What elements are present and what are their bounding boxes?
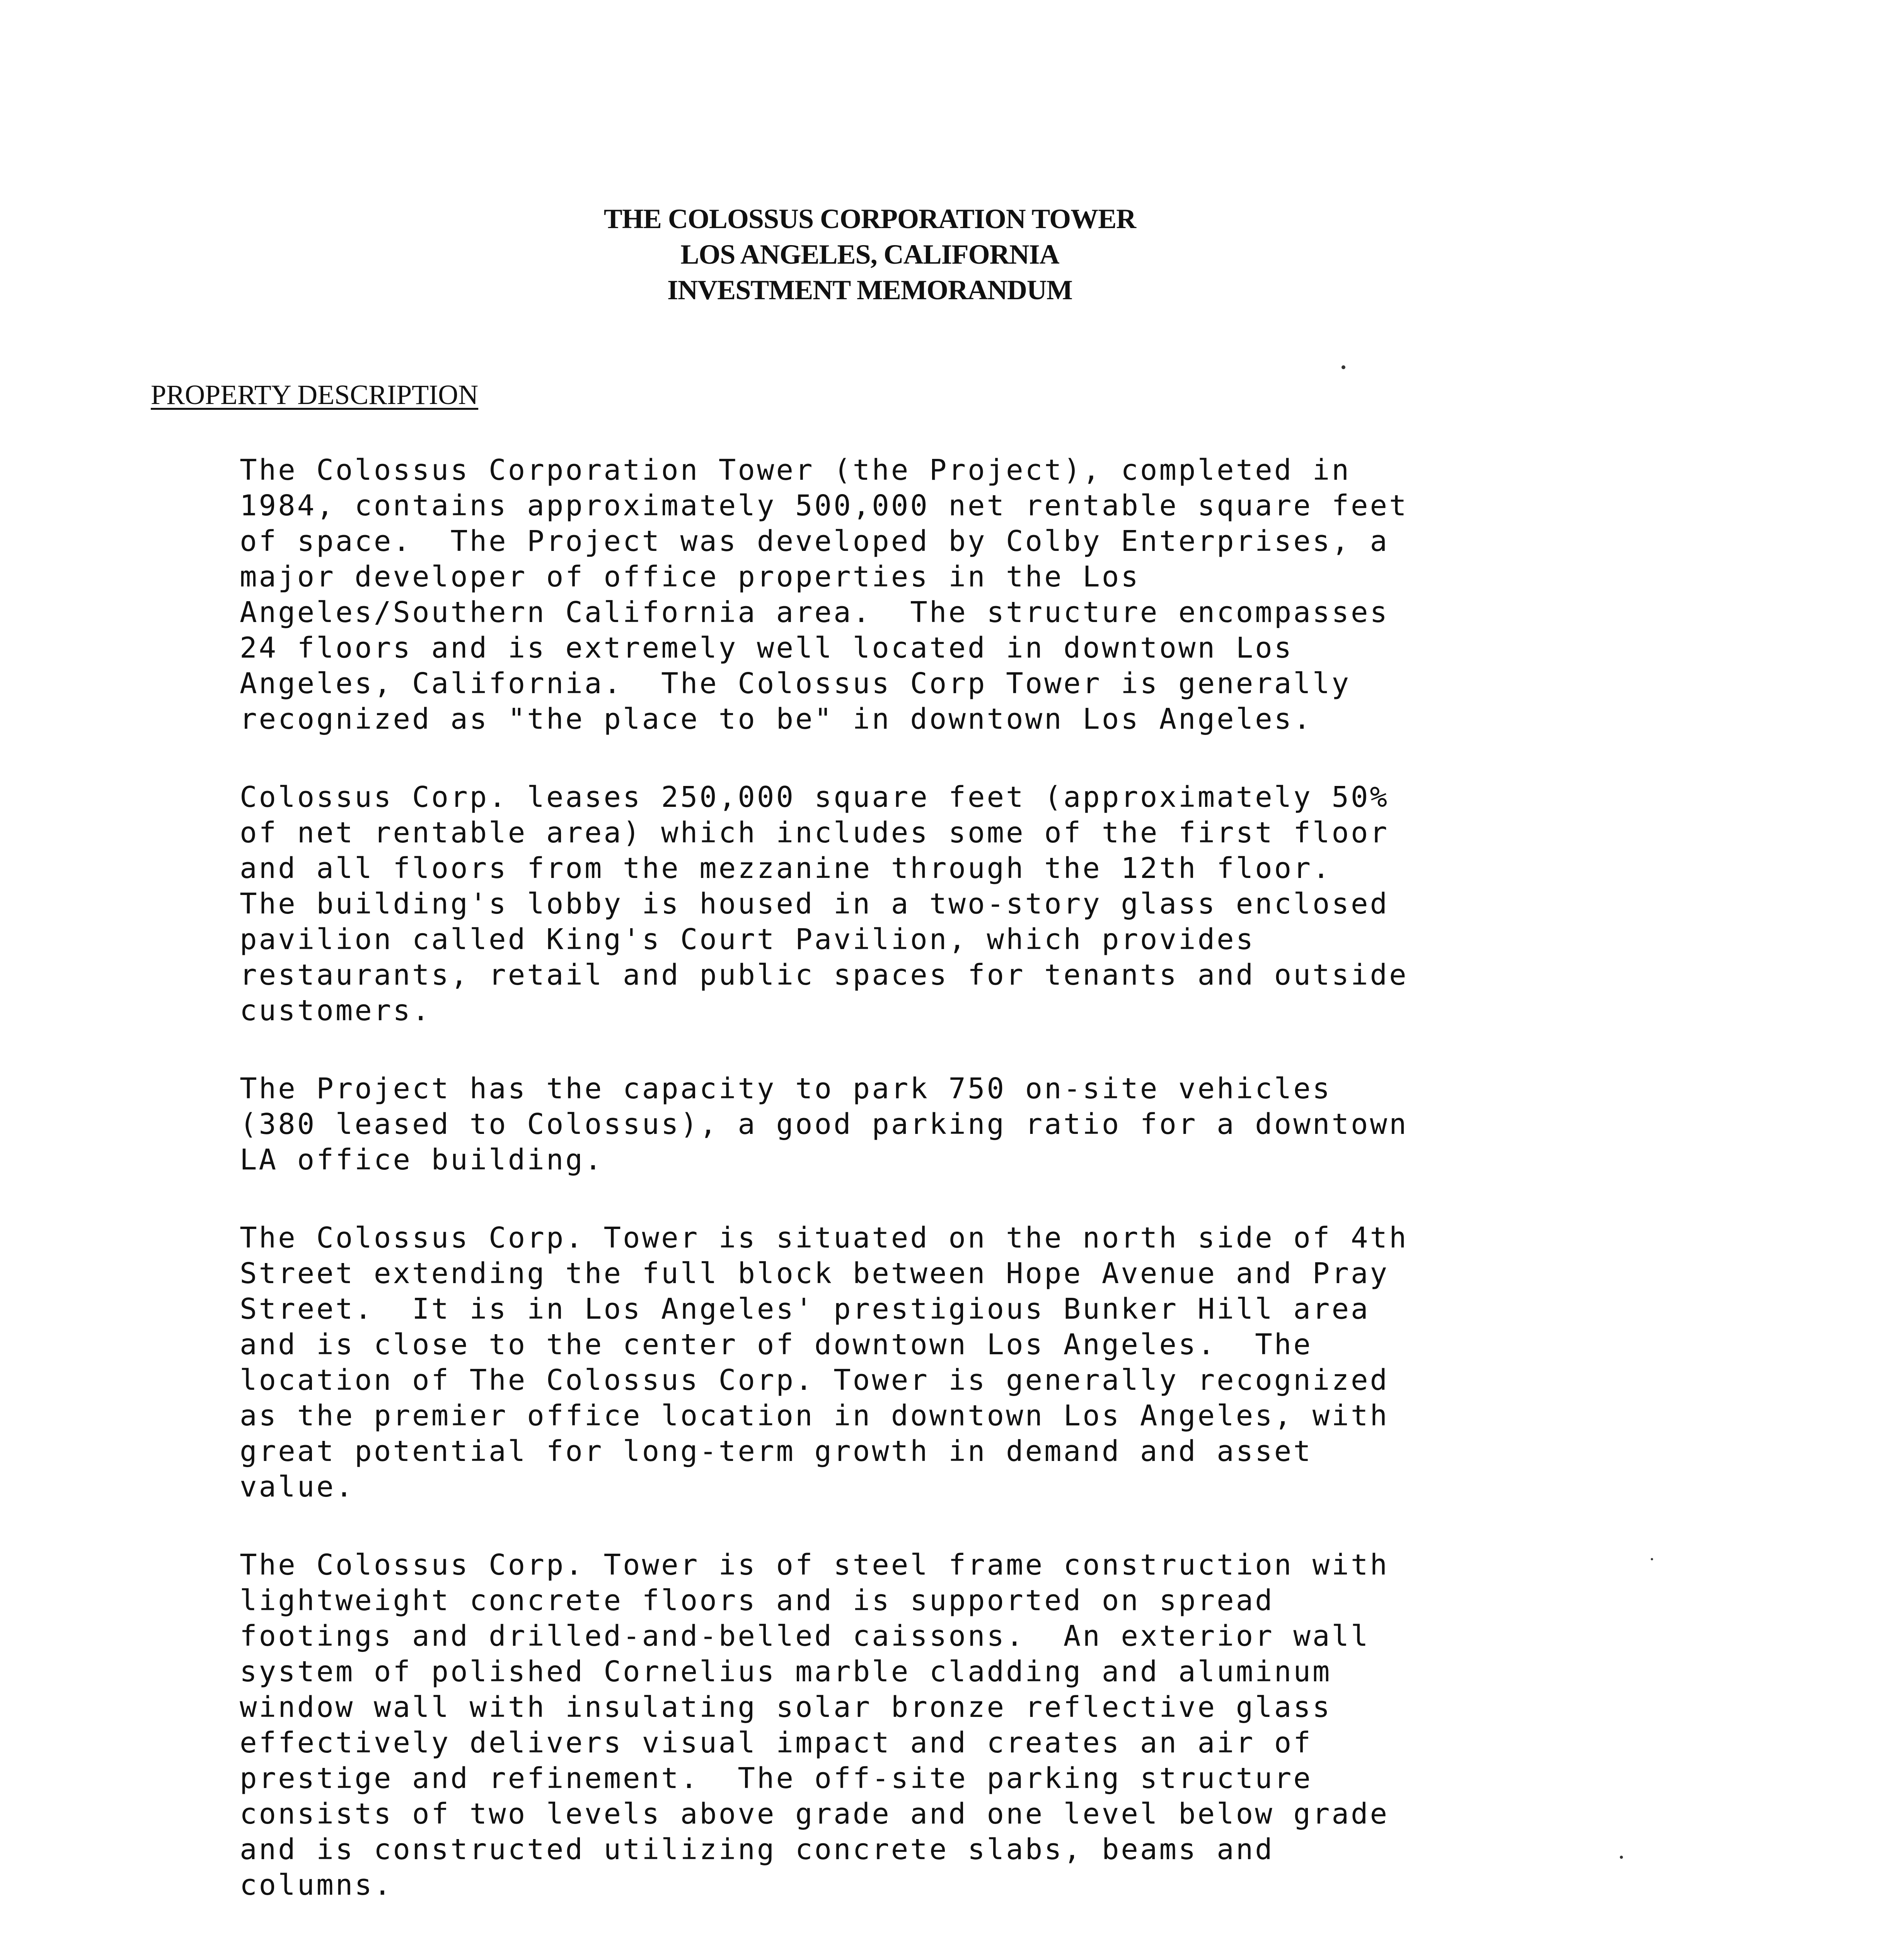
paragraph-5 [240, 1547, 1670, 1903]
text-line: Angeles, California. The Colossus Corp Tower is generally [240, 667, 1351, 700]
text-line: columns. [240, 1868, 393, 1902]
document-body [240, 452, 1670, 1933]
scan-speck [1341, 365, 1345, 369]
text-line: (380 leased to Colossus), a good parking ratio for a downtown [240, 1108, 1408, 1141]
text-line: location of The Colossus Corp. Tower is generally recognized [240, 1364, 1389, 1397]
text-line: system of polished Cornelius marble cladding and aluminum [240, 1655, 1332, 1688]
text-line: customers. [240, 994, 431, 1027]
text-line: great potential for long-term growth in demand and asset [240, 1435, 1313, 1468]
title-line-2: LOS ANGELES, CALIFORNIA [680, 239, 1059, 270]
text-line: consists of two levels above grade and one level below grade [240, 1797, 1389, 1831]
text-line: restaurants, retail and public spaces for tenants and outside [240, 958, 1408, 992]
scan-speck [1651, 1558, 1653, 1560]
text-line: of space. The Project was developed by Colby Enterprises, a [240, 525, 1389, 558]
text-line: Street. It is in Los Angeles' prestigious Bunker Hill area [240, 1292, 1370, 1326]
text-line: value. [240, 1470, 355, 1503]
text-line: footings and drilled-and-belled caissons. An exterior wall [240, 1619, 1370, 1653]
text-line: The Colossus Corp. Tower is situated on the north side of 4th [240, 1221, 1408, 1255]
text-line: recognized as "the place to be" in downtown Los Angeles. [240, 702, 1313, 736]
text-line: of net rentable area) which includes some of the first floor [240, 816, 1389, 849]
text-line: Angeles/Southern California area. The structure encompasses [240, 596, 1389, 629]
text-line: major developer of office properties in the Los [240, 560, 1140, 593]
text-line: Colossus Corp. leases 250,000 square feet (approximately 50% [240, 781, 1389, 814]
paragraph-3 [240, 1071, 1670, 1178]
text-line: lightweight concrete floors and is supported on spread [240, 1584, 1274, 1617]
text-line: and is constructed utilizing concrete slabs, beams and [240, 1833, 1274, 1866]
text-line: The building's lobby is housed in a two-story glass enclosed [240, 887, 1389, 920]
text-line: The Colossus Corp. Tower is of steel frame construction with [240, 1548, 1389, 1582]
text-line: effectively delivers visual impact and creates an air of [240, 1726, 1313, 1759]
paragraph-1 [240, 452, 1670, 737]
paragraph-4 [240, 1220, 1670, 1505]
text-line: prestige and refinement. The off-site parking structure [240, 1762, 1313, 1795]
section-heading: PROPERTY DESCRIPTION [151, 379, 479, 410]
scan-speck [1620, 1856, 1623, 1859]
text-line: Street extending the full block between Hope Avenue and Pray [240, 1257, 1389, 1290]
text-line: and all floors from the mezzanine through the 12th floor. [240, 852, 1332, 885]
text-line: 1984, contains approximately 500,000 net rentable square feet [240, 489, 1408, 522]
paragraph-2 [240, 779, 1670, 1028]
text-line: The Project has the capacity to park 750 on-site vehicles [240, 1072, 1332, 1105]
text-line: The Colossus Corporation Tower (the Project), completed in [240, 453, 1351, 487]
title-line-1: THE COLOSSUS CORPORATION TOWER [603, 203, 1136, 234]
text-line: 24 floors and is extremely well located in downtown Los [240, 631, 1294, 665]
memo-title [387, 201, 1353, 308]
text-line: as the premier office location in downtown Los Angeles, with [240, 1399, 1389, 1432]
text-line: pavilion called King's Court Pavilion, which provides [240, 923, 1255, 956]
text-line: window wall with insulating solar bronze reflective glass [240, 1691, 1332, 1724]
title-line-3: INVESTMENT MEMORANDUM [667, 274, 1072, 305]
text-line: LA office building. [240, 1143, 604, 1176]
text-line: and is close to the center of downtown Los Angeles. The [240, 1328, 1313, 1361]
